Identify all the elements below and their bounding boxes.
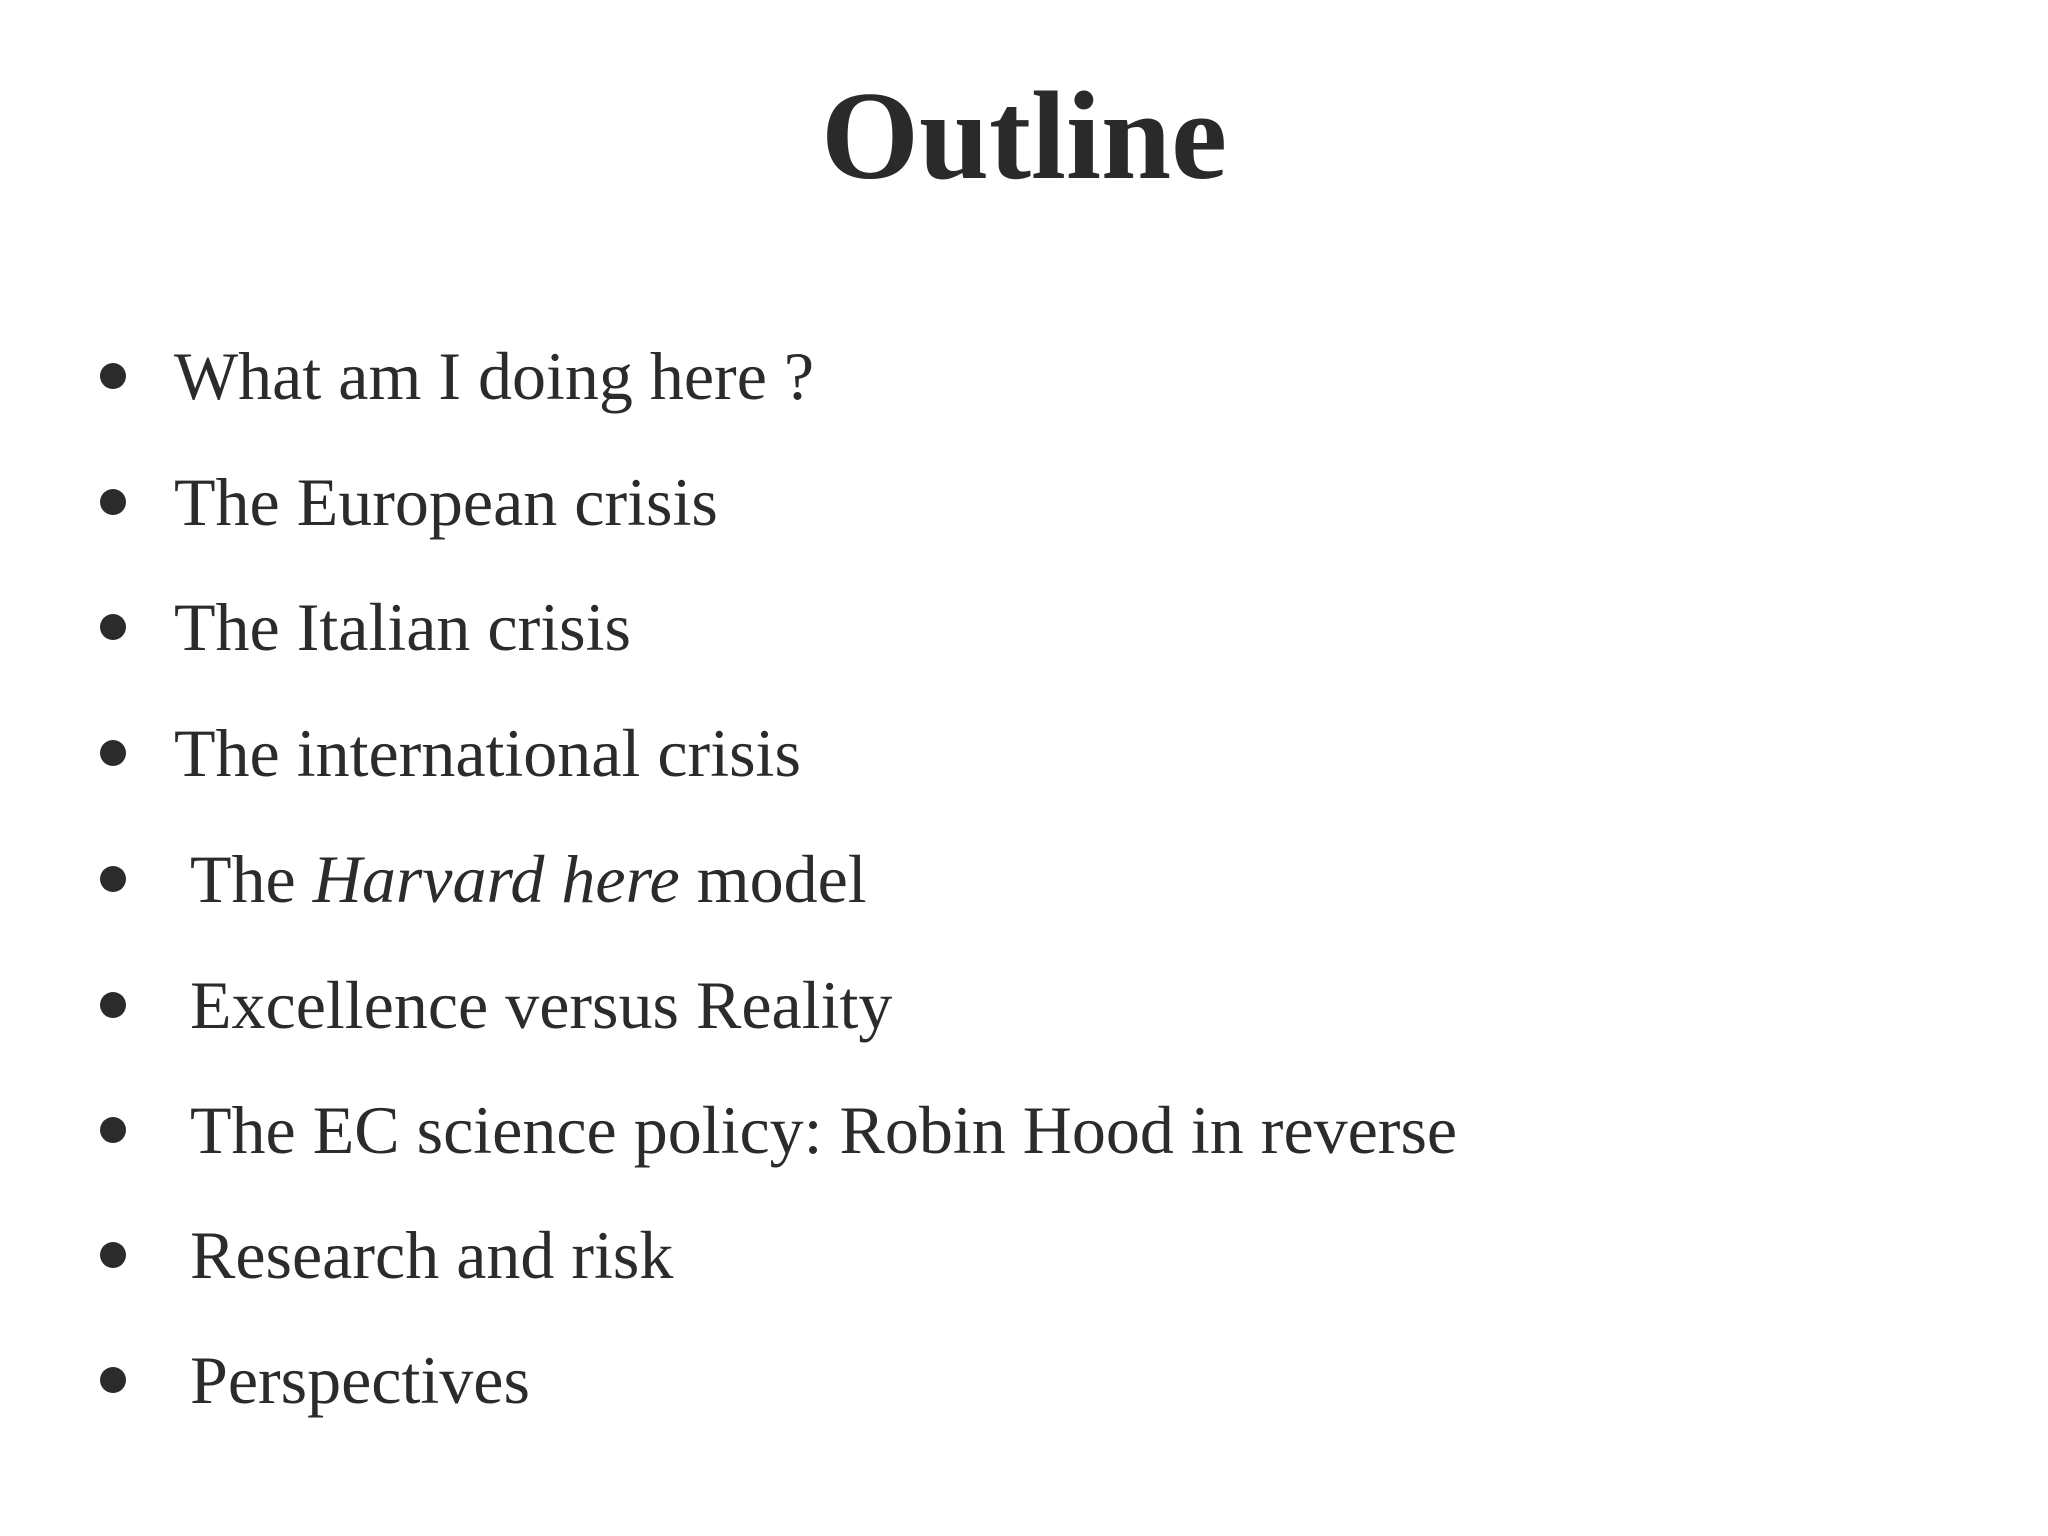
list-item [0, 1210, 1900, 1300]
list-item-text: What am I doing here ? [174, 338, 815, 414]
list-item-suffix: model [679, 841, 867, 917]
list-item-text: The European crisis [174, 464, 718, 540]
bullet-dot-icon [100, 614, 126, 640]
list-item-text [190, 834, 867, 924]
bullet-dot-icon [100, 866, 126, 892]
bullet-dot-icon [100, 1242, 126, 1268]
list-item-text: The international crisis [174, 715, 801, 791]
list-item-emphasis: Harvard here [312, 841, 680, 917]
bullet-dot-icon [100, 489, 126, 515]
list-item [0, 834, 1900, 924]
list-item-text: Perspectives [190, 1342, 530, 1418]
list-item [0, 1085, 1900, 1175]
bullet-dot-icon [100, 992, 126, 1018]
bullet-dot-icon [100, 1117, 126, 1143]
list-item-text: The Italian crisis [174, 589, 631, 665]
list-item [0, 582, 1900, 672]
slide-title: Outline [820, 67, 1228, 206]
list-item [0, 1335, 1900, 1425]
bullet-dot-icon [100, 363, 126, 389]
list-item-text: Research and risk [190, 1217, 674, 1293]
list-item [0, 708, 1900, 798]
list-item [0, 457, 1900, 547]
list-item-prefix: The [190, 841, 313, 917]
list-item [0, 331, 1900, 421]
bullet-dot-icon [100, 740, 126, 766]
bullet-dot-icon [100, 1367, 126, 1393]
list-item [0, 960, 1900, 1050]
list-item-text: The EC science policy: Robin Hood in reverse [190, 1092, 1458, 1168]
list-item-text: Excellence versus Reality [190, 967, 893, 1043]
